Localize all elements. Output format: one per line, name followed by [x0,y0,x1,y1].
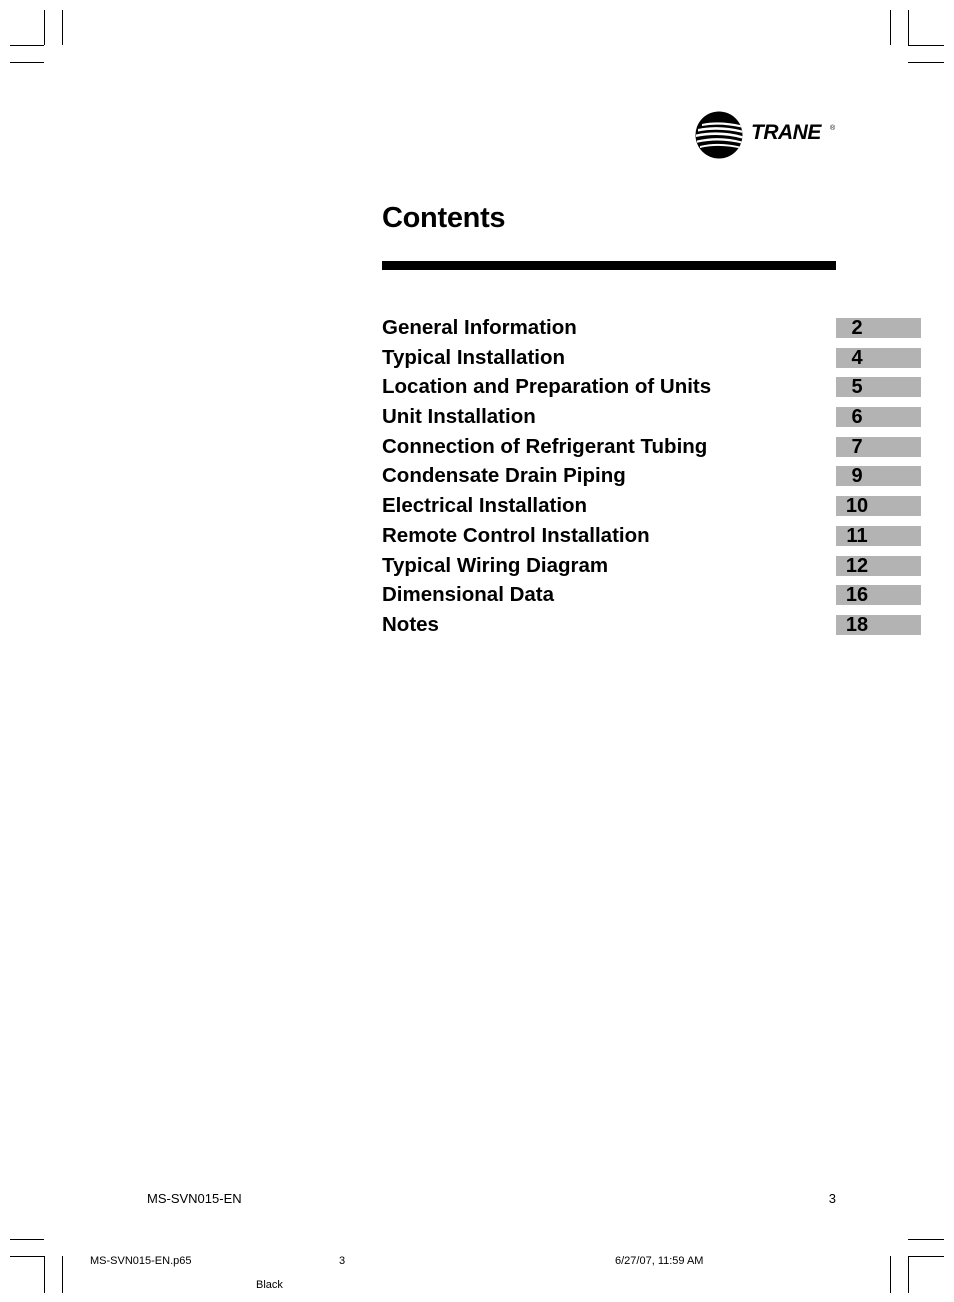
toc-entry[interactable] [382,521,921,551]
toc-page-number: 7 [851,435,863,458]
footer-page-number: 3 [828,1191,836,1206]
toc-entry[interactable] [382,580,921,610]
heading-rule [382,261,836,270]
toc-page-number: 12 [845,554,869,577]
registered-mark: ® [830,125,836,132]
toc-entry[interactable] [382,372,921,402]
toc-page-tab [836,496,921,516]
toc-page-tab [836,377,921,397]
toc-page-tab [836,615,921,635]
toc-page-tab [836,318,921,338]
crop-mark [10,62,44,63]
toc-entry[interactable] [382,343,921,373]
toc-entry-label: Dimensional Data [382,583,555,607]
toc-entry-label: Electrical Installation [382,494,588,518]
toc-entry-label: Typical Installation [382,345,566,369]
slug-file-name: MS-SVN015-EN.p65 [90,1255,192,1267]
toc-page-number: 4 [851,346,863,369]
toc-entry-label: Notes [382,612,439,636]
toc-page-number: 2 [851,317,863,339]
toc-page-number: 16 [845,584,869,607]
toc-entry-label: Unit Installation [382,405,536,429]
crop-mark [908,62,944,63]
trane-logo-mark [694,110,840,160]
crop-mark [908,1256,909,1293]
slug-color-plate: Black [256,1279,283,1291]
crop-mark [44,1256,45,1293]
page-title: Contents [382,202,506,234]
crop-mark [44,10,45,45]
slug-timestamp: 6/27/07, 11:59 AM [615,1255,704,1267]
toc-entry-label: General Information [382,316,577,339]
toc-page-tab [836,526,921,546]
toc-entry[interactable] [382,551,921,581]
trane-wordmark: TRANE [751,121,821,144]
toc-entry-label: Typical Wiring Diagram [382,553,609,577]
toc-page-number: 11 [846,524,868,547]
toc-entry[interactable] [382,313,921,343]
toc-page-tab [836,348,921,368]
crop-mark [10,45,44,46]
table-of-contents [382,313,921,640]
toc-page-tab [836,437,921,457]
trane-logo [694,110,840,160]
slug-page: 3 [339,1255,346,1267]
crop-mark [62,10,63,45]
toc-page-number: 5 [851,376,863,399]
toc-page-tab [836,585,921,605]
crop-mark [908,10,909,45]
crop-mark [908,1256,944,1257]
toc-entry[interactable] [382,461,921,491]
crop-mark [890,10,891,45]
toc-page-number: 6 [851,406,863,429]
toc-page-tab [836,556,921,576]
crop-mark [908,45,944,46]
crop-mark [10,1239,44,1240]
toc-page-number: 18 [845,613,869,636]
toc-page-number: 9 [851,465,863,488]
toc-page-tab [836,466,921,486]
crop-mark [10,1256,44,1257]
toc-entry-label: Remote Control Installation [382,523,650,547]
toc-page-tab [836,407,921,427]
toc-entry[interactable] [382,432,921,462]
footer-doc-number: MS-SVN015-EN [147,1191,242,1206]
toc-entry-label: Connection of Refrigerant Tubing [382,434,708,458]
crop-mark [62,1256,63,1293]
toc-entry-label: Location and Preparation of Units [382,375,712,399]
toc-entry-label: Condensate Drain Piping [382,464,626,488]
crop-mark [890,1256,891,1293]
toc-entry[interactable] [382,402,921,432]
toc-entry[interactable] [382,491,921,521]
toc-page-number: 10 [845,495,869,518]
toc-entry[interactable] [382,610,921,640]
crop-mark [908,1239,944,1240]
